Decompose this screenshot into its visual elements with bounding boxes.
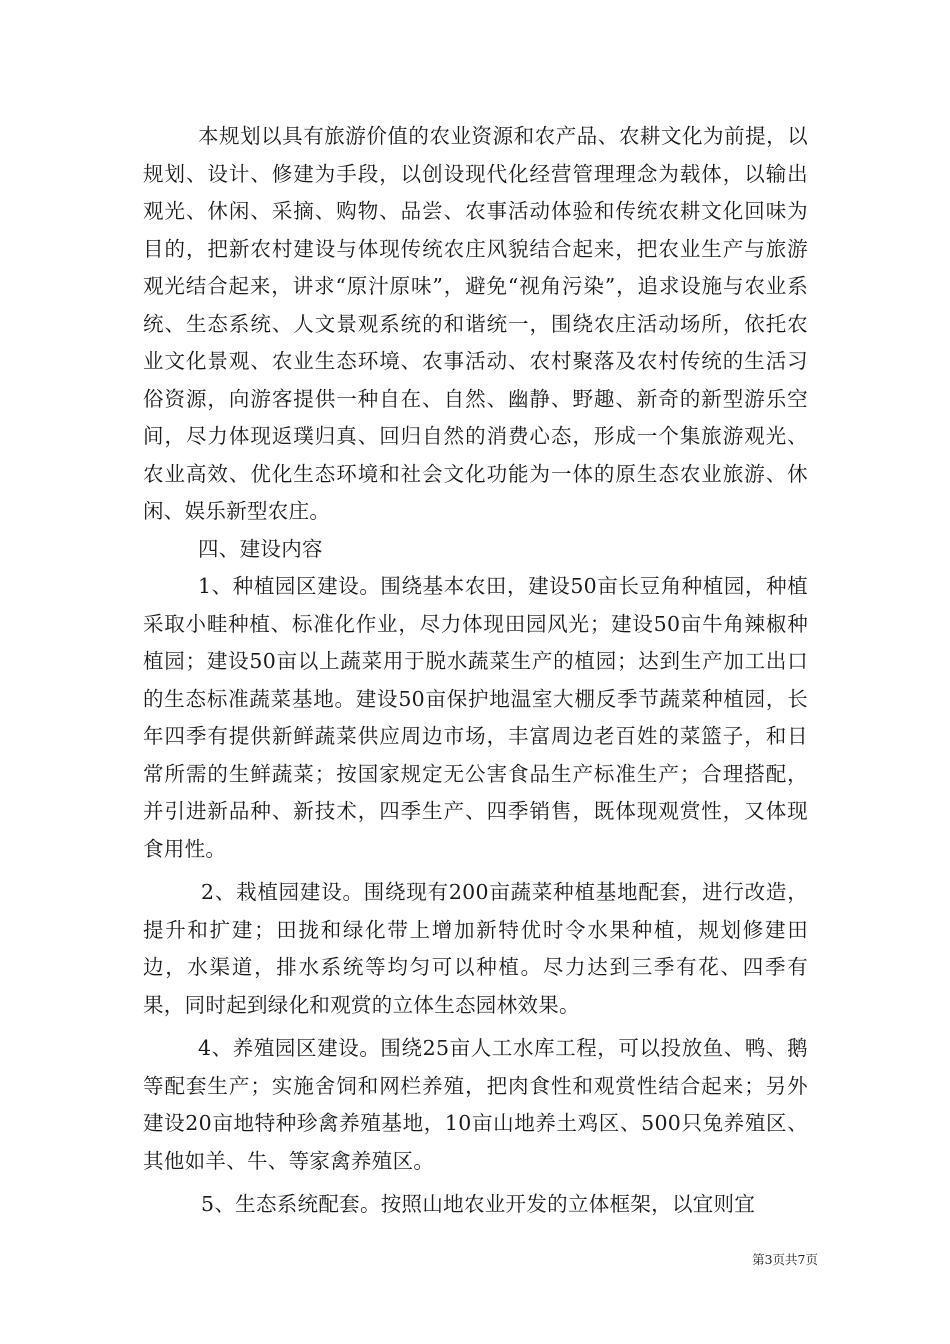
page-number: 第3页共7页 xyxy=(752,1252,818,1267)
document-body xyxy=(143,118,808,1224)
paragraph-orchard: 2、栽植园建设。围绕现有200亩蔬菜种植基地配套，进行改造，提升和扩建；田拢和绿化带上增加新特优时令水果种植，规划修建田边，水渠道，排水系统等均匀可以种植。尽力达到三季有花、四季有果，同时起到绿化和观赏的立体生态园林效果。 xyxy=(143,880,808,1017)
paragraph-breeding-area: 4、养殖园区建设。围绕25亩人工水库工程，可以投放鱼、鸭、鹅等配套生产；实施舍饲和网栏养殖，把肉食性和观赏性结合起来；另外建设20亩地特种珍禽养殖基地，10亩山地养土鸡区、500只兔养殖区、其他如羊、牛、等家禽养殖区。 xyxy=(143,1036,808,1173)
section-heading-construction: 四、建设内容 xyxy=(198,536,323,561)
paragraph-planning-overview: 本规划以具有旅游价值的农业资源和农产品、农耕文化为前提，以规划、设计、修建为手段，以创设现代化经营管理理念为载体，以输出观光、休闲、采摘、购物、品尝、农事活动体验和传统农耕文化回味为目的，把新农村建设与体现传统农庄风貌结合起来，把农业生产与旅游观光结合起来，讲求“原汁原味”，避免“视角污染”，追求设施与农业系统、生态系统、人文景观系统的和谐统一，围绕农庄活动场所，依托农业文化景观、农业生态环境、农事活动、农村聚落及农村传统的生活习俗资源，向游客提供一种自在、自然、幽静、野趣、新奇的新型游乐空间，尽力体现返璞归真、回归自然的消费心态，形成一个集旅游观光、农业高效、优化生态环境和社会文化功能为一体的原生态农业旅游、休闲、娱乐新型农庄。 xyxy=(143,124,808,523)
paragraph-ecosystem: 5、生态系统配套。按照山地农业开发的立体框架，以宜则宜 xyxy=(201,1192,756,1216)
paragraph-planting-area: 1、种植园区建设。围绕基本农田，建设50亩长豆角种植园，种植采取小畦种植、标准化作业，尽力体现田园风光；建设50亩牛角辣椒种植园；建设50亩以上蔬菜用于脱水蔬菜生产的植园；达到生产加工出口的生态标准蔬菜基地。建设50亩保护地温室大棚反季节蔬菜种植园，长年四季有提供新鲜蔬菜供应周边市场，丰富周边老百姓的菜篮子，和日常所需的生鲜蔬菜；按国家规定无公害食品生产标准生产；合理搭配，并引进新品种、新技术，四季生产、四季销售，既体现观赏性，又体现食用性。 xyxy=(143,574,808,861)
